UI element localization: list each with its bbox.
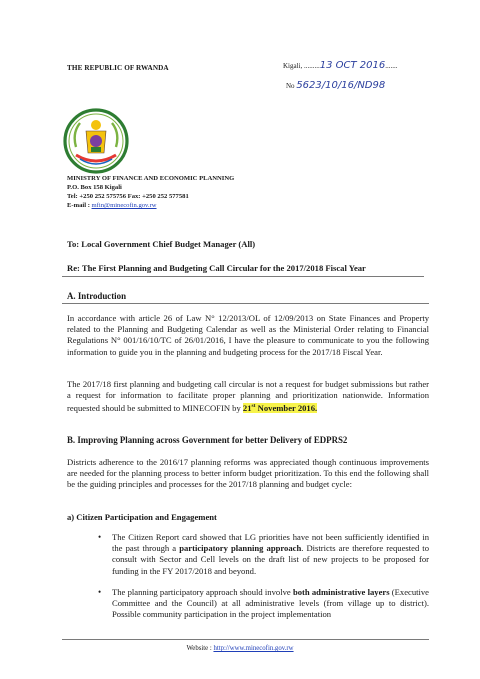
submission-deadline-highlight: 21st November 2016. [242,403,318,414]
republic-title: THE REPUBLIC OF RWANDA [67,64,169,72]
no-label: No [286,82,297,90]
footer-website-link[interactable]: http://www.minecofin.gov.rw [213,645,294,652]
subject-line: Re: The First Planning and Budgeting Call Circular for the 2017/2018 Fiscal Year [67,263,366,273]
section-b-paragraph-1: Districts adherence to the 2016/17 planning reforms was appreciated though continuous improvements are needed for the planning process to better inform budget prioritization. To this end the following shall be the guiding principles and processes for the 2017/18 planning and budget cycle: [67,457,429,490]
bullet-1-marker: • [98,532,102,542]
subsection-a-heading: a) Citizen Participation and Engagement [67,512,217,522]
email-label: E-mail : [67,202,92,209]
ministry-name: MINISTRY OF FINANCE AND ECONOMIC PLANNING [67,175,235,182]
bullet-1-text: The Citizen Report card showed that LG priorities have not been sufficiently identified in the past through a participatory planning approach. Districts are therefore requested to consult with Sector and Cell levels on the draft list of new projects to be proposed for funding in the FY 2017/2018 and beyond. [112,532,429,576]
bullet-2-marker: • [98,587,102,597]
rwanda-coat-of-arms-seal [62,107,130,175]
section-a-paragraph-2-text: The 2017/18 first planning and budgeting call circular is not a request for budget submissions but rather a request for information to facilitate proper planning and prioritization nationwide. Information requested should be submitted to MINECOFIN by [67,379,429,414]
administrative-layers-emphasis: both administrative layers [292,587,390,597]
footer [0,645,480,652]
ministry-tel-fax: Tel: +250 252 575756 Fax: +250 252 577581 [67,193,189,200]
bullet-2-text: The planning participatory approach should involve both administrative layers (Executive Committee and the Council) at all administrative levels (from village up to district). Possible community participation in the project implementation [112,587,430,620]
footer-website-label: Website : [186,645,214,652]
section-a-heading: A. Introduction [67,291,127,301]
subject-underline [62,276,424,277]
section-b-heading: B. Improving Planning across Government for better Delivery of EDPRS2 [67,435,348,445]
reference-number-line [286,80,385,91]
section-a-paragraph-1: In accordance with article 26 of Law N° 12/2013/OL of 12/09/2013 on State Finances and Property related to the Planning and Budgeting Calendar as well as the Ministerial Order relating to Financial Regulations N° 001/16/10/TC of 26/01/2016, I have the pleasure to communicate to you the following information to guide you in the planning and budgeting process for the 2017/18 Fiscal Year. [67,313,429,357]
participatory-planning-emphasis: participatory planning approach [179,543,302,554]
ministry-email-link[interactable]: mfin@minecofin.gov.rw [91,202,157,209]
section-a-underline [62,303,429,304]
footer-rule [62,639,429,640]
kigali-date-handwritten: 13 OCT 2016 [319,60,386,71]
reference-number-handwritten: 5623/10/16/ND98 [296,80,386,91]
to-line: To: Local Government Chief Budget Manager (All) [67,239,256,249]
kigali-date-line: Kigali, .........13 OCT 2016....... [283,60,398,71]
kigali-label: Kigali, [283,62,304,70]
ministry-po-box: P.O. Box 158 Kigali [67,184,122,191]
section-a-paragraph-2 [67,379,429,414]
ministry-address-block [67,174,234,210]
